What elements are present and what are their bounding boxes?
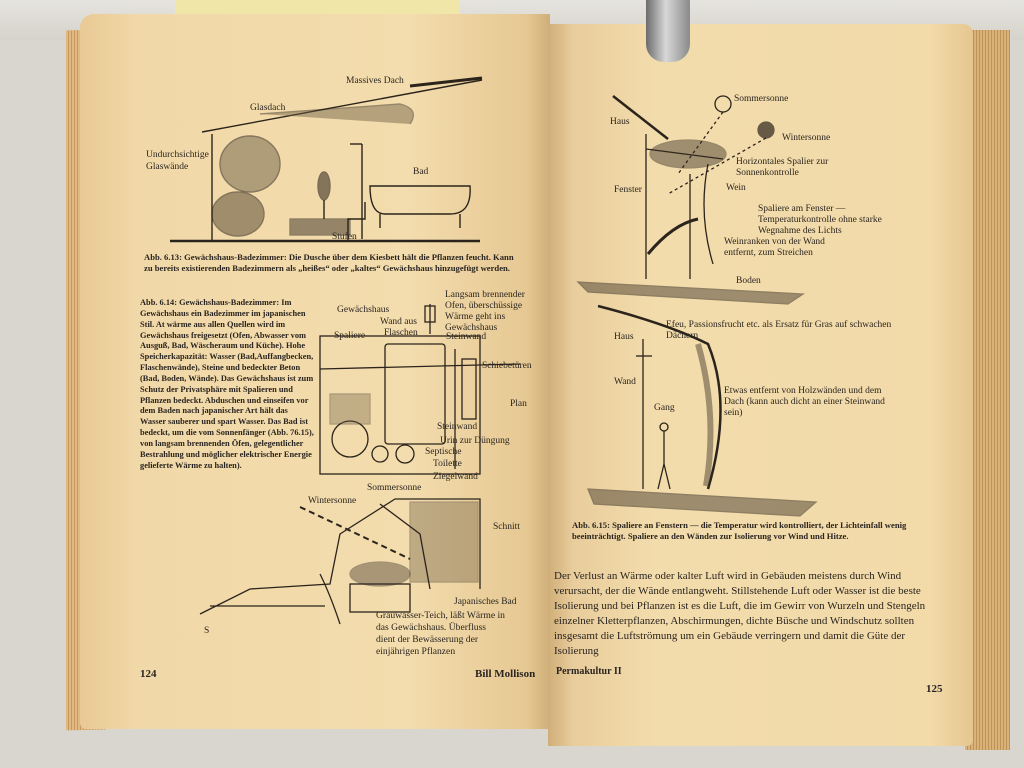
right-page bbox=[548, 24, 973, 746]
label-boden: Boden bbox=[736, 276, 761, 286]
yellow-note-paper bbox=[175, 0, 460, 14]
label-wintersonne-right: Wintersonne bbox=[782, 133, 831, 143]
label-glasdach: Glasdach bbox=[250, 103, 286, 113]
label-sommersonne-right: Sommersonne bbox=[734, 94, 789, 104]
label-massives-dach: Massives Dach bbox=[346, 76, 404, 86]
fig-613-caption: Abb. 6.13: Gewächshaus-Badezimmer: Die Dusche über dem Kiesbett hält die Pflanzen feucht. Kann zu bereits existierenden Badezimmern als „heißes“ oder „kaltes“ Gewächshaus hinzugefügt werden. bbox=[144, 252, 514, 274]
label-steinwand-2: Steinwand bbox=[437, 422, 478, 432]
label-schiebetueren: Schiebetüren bbox=[482, 361, 532, 371]
label-toilette: Toilette bbox=[433, 459, 462, 469]
label-efeu: Efeu, Passionsfrucht etc. als Ersatz für Gras auf schwachen Dächern bbox=[666, 320, 892, 341]
label-schnitt: Schnitt bbox=[493, 522, 520, 532]
label-wand: Wand bbox=[614, 377, 636, 387]
label-etwas-entfernt: Etwas entfernt von Holzwänden und dem Dach (kann auch dicht an einer Steinwand sein) bbox=[724, 386, 885, 418]
label-wintersonne: Wintersonne bbox=[308, 496, 357, 506]
label-steinwand: Steinwand bbox=[446, 332, 487, 342]
author-name: Bill Mollison bbox=[475, 668, 536, 680]
label-japanisches-bad: Japanisches Bad bbox=[454, 597, 517, 607]
fig-614-section-drawing bbox=[200, 496, 480, 624]
label-horizontales-spalier: Horizontales Spalier zur Sonnenkontrolle bbox=[736, 157, 829, 178]
fig-613-drawing bbox=[170, 78, 482, 241]
fig-614-caption: Abb. 6.14: Gewächshaus-Badezimmer: Im Gewächshaus ein Badezimmer im japanischen Stil. At wärme aus allen Quellen wird im Gewächshaus freigesetzt (Ofen, Abwasser vom Ausguß, Bad, Wäscheraum und Küche). Hohe Speicherkapazität: Wasser (Bad,Auffangbecken, Flaschenwände), Steine und bedeckter Beton (Bad, Boden, Wände). Das Gewächshaus ist zum Schutz der Privatsphäre mit Spalieren und Pflanzen bedeckt. Abduschen und einseifen vor dem Baden nach japanischer Art hält das Wasser sauberer und spart Wasser. Das Bad ist bedeckt, um die vom Sonnenfänger (Abb. 76.15), von langsam brennenden Öfen, gelegentlicher Bestrahlung und möglicher elektrischer Energie gelieferte Wärme zu halten). bbox=[140, 298, 314, 470]
label-spaliere: Spaliere bbox=[334, 331, 366, 341]
label-wand-aus: Wand aus bbox=[380, 317, 417, 327]
body-paragraph: Der Verlust an Wärme oder kalter Luft wird in Gebäuden meistens durch Wind verursacht, der die Wände entlangweht. Stillstehende Luft oder Wasser ist die beste Isolierung und bei Pflanzen ist es die Luft, die im Gewirr von Wurzeln und Stengeln einzelner Kletterpflanzen, Abschirmungen, dichte Büsche und Windschutz sollten insgesamt die Luftströmung um ein Gebäude verringern und damit die Güte der Isolierung bbox=[554, 570, 926, 657]
label-ofen-note: Langsam brennender Ofen, überschüssige Wärme geht ins Gewächshaus bbox=[445, 290, 525, 333]
left-page-number: 124 bbox=[140, 668, 157, 680]
label-spaliere-fenster: Spaliere am Fenster — Temperaturkontrolle ohne starke Wegnahme des Lichts bbox=[758, 204, 882, 236]
label-grauwasser: Grauwasser-Teich, läßt Wärme in das Gewächshaus. Überfluss dient der Bewässerung der einjährigen Pflanzen bbox=[376, 610, 505, 657]
label-s: S bbox=[204, 626, 210, 636]
label-weinranken: Weinranken von der Wand entfernt, zum Streichen bbox=[724, 237, 825, 258]
label-ziegelwand: Ziegelwand bbox=[433, 472, 478, 482]
label-flaschen: Flaschen bbox=[384, 328, 418, 338]
label-sommersonne: Sommersonne bbox=[367, 483, 422, 493]
label-undurchsichtige: Undurchsichtige bbox=[146, 150, 209, 160]
label-stufen: Stufen bbox=[332, 232, 357, 242]
label-haus-2: Haus bbox=[614, 332, 634, 342]
label-gang: Gang bbox=[654, 403, 675, 413]
label-gewaechshaus: Gewächshaus bbox=[337, 305, 390, 315]
right-page-number: 125 bbox=[926, 683, 943, 695]
label-septische: Septische bbox=[425, 447, 462, 457]
label-wein: Wein bbox=[726, 183, 746, 193]
left-page bbox=[80, 14, 550, 729]
fig-615-caption: Abb. 6.15: Spaliere an Fenstern — die Temperatur wird kontrolliert, der Lichteinfall wenig beeinträchtigt. Spaliere an den Wänden zur Isolierung vor Wind und Hitze. bbox=[572, 520, 907, 542]
label-plan: Plan bbox=[510, 399, 527, 409]
metal-clip bbox=[646, 0, 690, 62]
label-glaswaende: Glaswände bbox=[146, 162, 189, 172]
label-haus: Haus bbox=[610, 117, 630, 127]
label-fenster: Fenster bbox=[614, 185, 642, 195]
label-urin: Urin zur Düngung bbox=[440, 436, 510, 446]
running-head: Permakultur II bbox=[556, 666, 622, 677]
label-bad: Bad bbox=[413, 167, 429, 177]
